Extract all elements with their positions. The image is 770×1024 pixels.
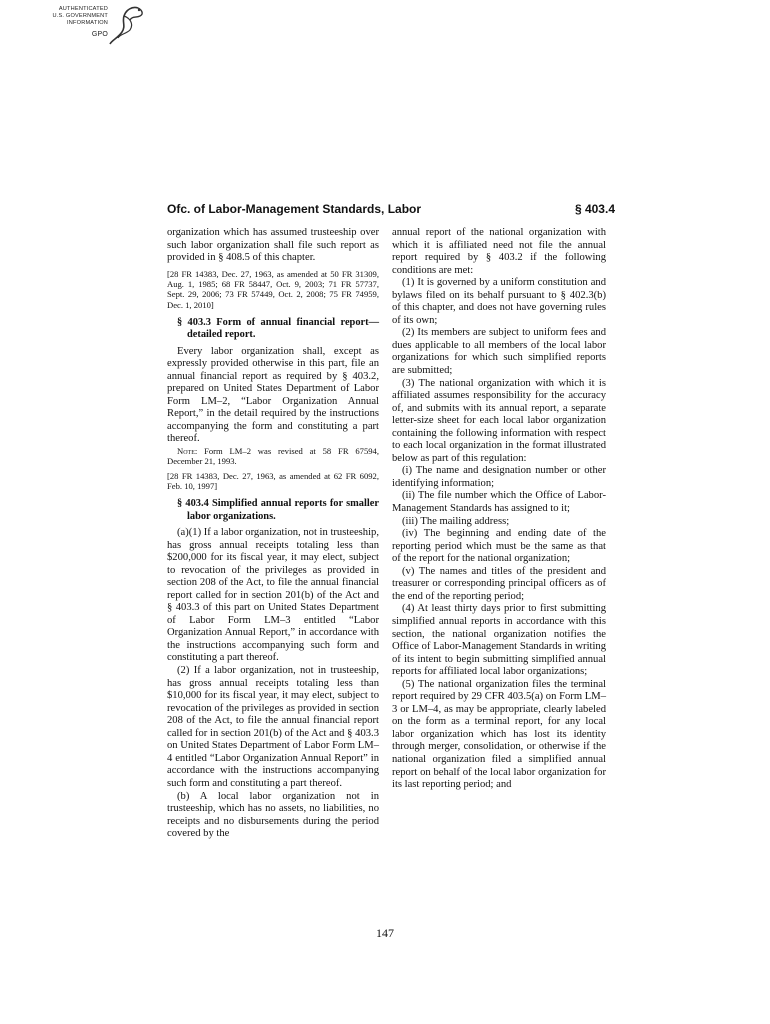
paragraph: (i) The name and designation number or other identifying information;	[392, 465, 606, 489]
left-column	[167, 227, 379, 841]
paragraph: (v) The names and titles of the president and treasurer or corresponding principal officers as of the end of the reporting period;	[392, 565, 606, 602]
paragraph: (ii) The file number which the Office of Labor-Management Standards has assigned to it;	[392, 490, 606, 515]
citation: [28 FR 14383, Dec. 27, 1963, as amended at 50 FR 31309, Aug. 1, 1985; 68 FR 58447, Oct. 9, 2003; 71 FR 57737, Sept. 29, 2006; 73 FR 57449, Oct. 2, 2008; 75 FR 74959, Dec. 1, 2010]	[167, 268, 379, 310]
eagle-icon	[108, 4, 148, 48]
running-head	[167, 202, 615, 218]
page-number: 147	[376, 926, 394, 940]
right-column	[392, 227, 606, 792]
gpo-logo-line: AUTHENTICATED	[58, 6, 108, 12]
paragraph: (2) If a labor organization, not in trusteeship, has gross annual receipts totaling less than $10,000 for its fiscal year, it may elect, subject to revocation of the privileges as provided in section 208 of the Act, to file the annual financial report called for in section 201(b) of the Act and § 403.3 on United States Department of Labor Form LM–4 entitled “Labor Organization Annual Report” in accordance with the instructions accompanying such form and constituting a part thereof.	[167, 665, 379, 789]
running-head-title: Ofc. of Labor-Management Standards, Labor	[167, 202, 422, 216]
note	[167, 446, 379, 467]
paragraph: Every labor organization shall, except as expressly provided otherwise in this part, file an annual financial report as required by § 403.2, prepared on United States Department of Labor Form LM–2, “Labor Organization Annual Report,” in the detail required by the instructions accompanying the form and constituting a part thereof.	[167, 345, 379, 445]
paragraph: (4) At least thirty days prior to first submitting simplified annual reports in accordance with this section, the national organization notifies the Office of Labor-Management Standards in writing of its intent to begin submitting simplified annual reports for affiliated local labor organizations;	[392, 603, 606, 678]
gpo-logo-line: U.S. GOVERNMENT	[52, 13, 108, 19]
note-text: Form LM–2 was revised at 58 FR 67594, December 21, 1993.	[167, 446, 379, 467]
note-label: Note:	[177, 446, 198, 457]
paragraph: (2) Its members are subject to uniform fees and dues applicable to all members of the local labor organizations for which such simplified reports are submitted;	[392, 327, 606, 377]
gpo-logo-line: INFORMATION	[67, 20, 108, 26]
gpo-logo-text	[28, 6, 108, 38]
running-head-section: § 403.4	[574, 202, 615, 216]
paragraph: (5) The national organization files the terminal report required by 29 CFR 403.5(a) on Form LM–3 or LM–4, as may be appropriate, clearly labeled on the form as a terminal report, for any local labor organization which has lost its identity through merger, consolidation, or otherwise if the national organization filed a simplified annual report on behalf of the local labor organization for its last reporting period; and	[392, 678, 606, 791]
section-heading: § 403.4 Simplified annual reports for smaller labor organizations.	[177, 498, 379, 522]
paragraph: (1) It is governed by a uniform constitution and bylaws filed on its behalf pursuant to § 402.3(b) of this chapter, and does not have governing rules of its own;	[392, 277, 606, 326]
paragraph: organization which has assumed trusteeship over such labor organization shall file such report as provided in § 408.5 of this chapter.	[167, 227, 379, 264]
paragraph: (iii) The mailing address;	[402, 515, 510, 527]
paragraph: (b) A local labor organization not in trusteeship, which has no assets, no liabilities, no receipts and no disbursements during the period covered by the	[167, 790, 379, 840]
paragraph: (3) The national organization with which it is affiliated assumes responsibility for the accuracy of, and submits with its annual report, a separate letter-size sheet for each local labor organization containing the following information with respect to each local organization in the format illustrated below as part of this regulation:	[392, 377, 606, 464]
paragraph: annual report of the national organization with which it is affiliated need not file the annual report required by § 403.2 if the following conditions are met:	[392, 227, 606, 276]
gpo-authentication-logo	[28, 4, 148, 48]
gpo-logo-name: GPO	[91, 31, 108, 38]
paragraph: (a)(1) If a labor organization, not in trusteeship, has gross annual receipts totaling less than $200,000 for its fiscal year, it may elect, subject to revocation of the privileges as provided in section 208 of the Act, to file the annual financial report called for in section 201(b) of the Act and § 403.3 of this part on United States Department of Labor Form LM–3 entitled “Labor Organization Annual Report,” in accordance with the instructions accompanying such form and constituting a part thereof.	[167, 527, 379, 664]
paragraph: (iv) The beginning and ending date of the reporting period which must be the same as that of the report for the national organization;	[392, 528, 606, 565]
section-heading: § 403.3 Form of annual financial report—detailed report.	[177, 316, 379, 341]
citation: [28 FR 14383, Dec. 27, 1963, as amended at 62 FR 6092, Feb. 10, 1997]	[167, 470, 379, 491]
